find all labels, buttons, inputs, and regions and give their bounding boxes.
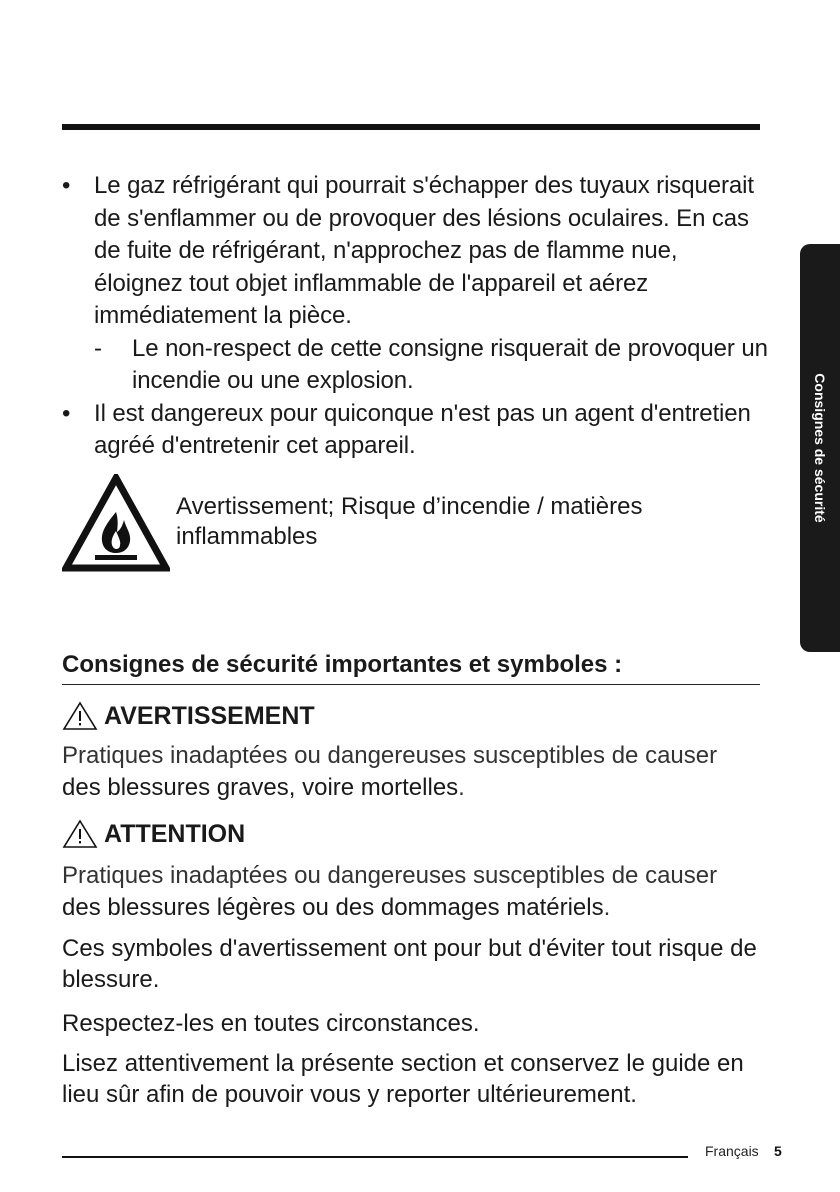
flammable-warning-icon <box>62 474 170 572</box>
caution-desc-bold: des blessures légères ou des dommages matériels <box>62 894 604 921</box>
bullet-text: Il est dangereux pour quiconque n'est pas un agent d'entretien agréé d'entretenir cet appareil. <box>94 399 751 459</box>
page-number: 5 <box>774 1143 782 1159</box>
bullet-item <box>62 170 772 398</box>
warning-description <box>62 740 772 804</box>
caution-signal <box>62 818 245 850</box>
side-tab-label: Consignes de sécurité <box>812 373 828 523</box>
footer-rule <box>62 1156 688 1158</box>
caution-description <box>62 860 772 924</box>
flammable-warning-text: Avertissement; Risque d’incendie / matières inflammables <box>176 493 643 550</box>
bullet-text: Le gaz réfrigérant qui pourrait s'échapper des tuyaux risquerait de s'enflammer ou de provoquer des lésions oculaires. En cas de fuite de réfrigérant, n'approchez pas de flamme nue, éloignez tout objet inflammable de l'appareil et aérez immédiatement la pièce. <box>94 172 754 329</box>
sub-item <box>94 333 772 398</box>
bullet-item <box>62 398 772 463</box>
section-heading: Consignes de sécurité importantes et symboles : <box>62 648 760 685</box>
sub-item-text: Le non-respect de cette consigne risquerait de provoquer un incendie ou une explosion. <box>132 334 768 394</box>
caution-label: ATTENTION <box>104 820 246 848</box>
warning-desc-bold: des blessures graves, voire mortelles <box>62 774 459 801</box>
footer-language: Français <box>705 1143 759 1159</box>
bullet-marker: • <box>62 172 71 199</box>
bullet-list <box>62 170 772 463</box>
paragraph: Lisez attentivement la présente section et conservez le guide en lieu sûr afin de pouvoir vous y reporter ultérieurement. <box>62 1050 744 1108</box>
warning-desc-light: Pratiques inadaptées ou dangereuses susceptibles de causer <box>62 742 718 769</box>
caution-desc-end: . <box>603 894 611 921</box>
dash-marker: - <box>94 334 102 362</box>
bullet-marker: • <box>62 399 71 427</box>
caution-desc-light: Pratiques inadaptées ou dangereuses susceptibles de causer <box>62 862 718 889</box>
flammable-warning <box>62 474 762 574</box>
warning-triangle-icon <box>62 701 98 731</box>
warning-signal <box>62 700 315 732</box>
caution-triangle-icon <box>62 819 98 849</box>
paragraph: Ces symboles d'avertissement ont pour but d'éviter tout risque de blessure. <box>62 935 757 993</box>
paragraph: Respectez-les en toutes circonstances. <box>62 1010 480 1037</box>
warning-label: AVERTISSEMENT <box>104 702 315 730</box>
warning-desc-end: . <box>458 774 465 801</box>
top-rule <box>62 124 760 130</box>
